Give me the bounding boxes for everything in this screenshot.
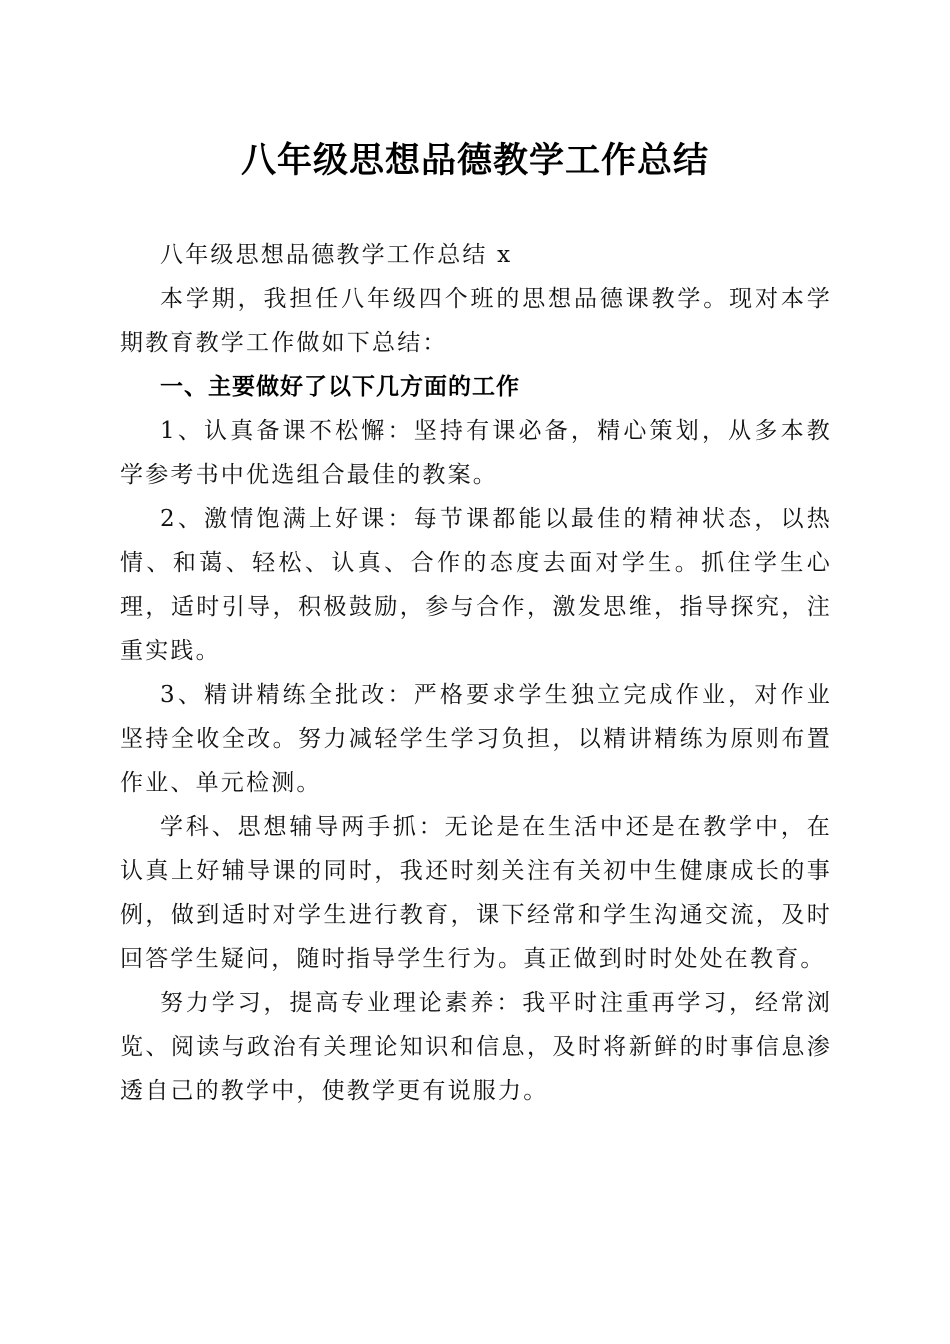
intro-paragraph: 本学期，我担任八年级四个班的思想品德课教学。现对本学期教育教学工作做如下总结： [120,286,832,356]
paragraph-item-1: 1、认真备课不松懈：坚持有课必备，精心策划，从多本教学参考书中优选组合最佳的教案。 [120,418,832,488]
paragraph-study: 努力学习，提高专业理论素养：我平时注重再学习，经常浏览、阅读与政治有关理论知识和信息，及时将新鲜的时事信息渗透自己的教学中，使教学更有说服力。 [120,990,832,1104]
paragraph-item-2: 2、激情饱满上好课：每节课都能以最佳的精神状态，以热情、和蔼、轻松、认真、合作的态度去面对学生。抓住学生心理，适时引导，积极鼓励，参与合作，激发思维，指导探究，注重实践。 [120,506,832,664]
section-heading: 一、主要做好了以下几方面的工作 [160,374,520,400]
document-title: 八年级思想品德教学工作总结 [240,140,709,181]
paragraph-counseling: 学科、思想辅导两手抓：无论是在生活中还是在教学中，在认真上好辅导课的同时，我还时刻关注有关初中生健康成长的事例，做到适时对学生进行教育，课下经常和学生沟通交流，及时回答学生疑问，随时指导学生行为。真正做到时时处处在教育。 [120,814,832,972]
subtitle-line: 八年级思想品德教学工作总结 x [160,242,513,268]
document-body [120,233,832,1113]
paragraph-item-3: 3、精讲精练全批改：严格要求学生独立完成作业，对作业坚持全收全改。努力减轻学生学习负担，以精讲精练为原则布置作业、单元检测。 [120,682,832,796]
